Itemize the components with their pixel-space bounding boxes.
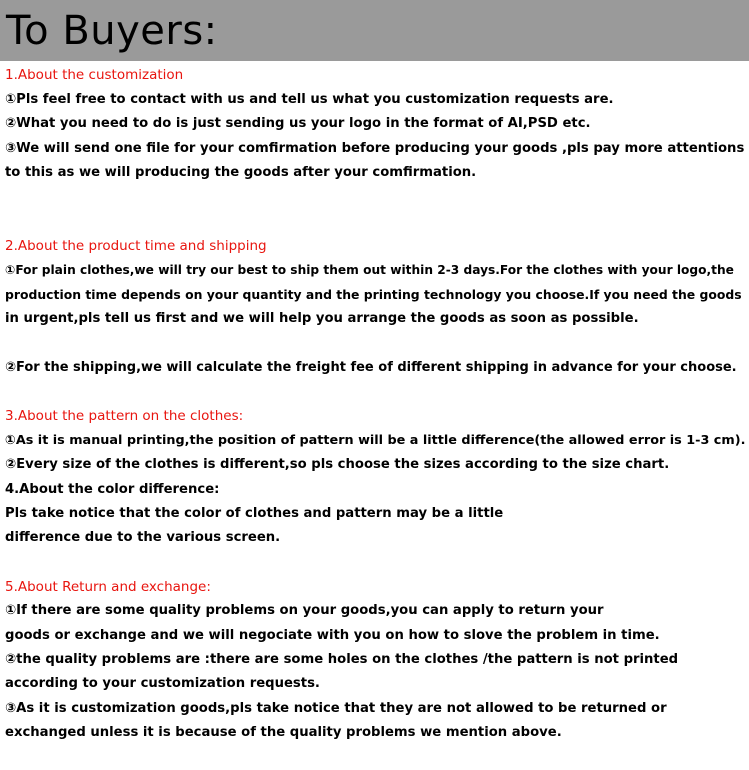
section-line: ①For plain clothes,we will try our best to ship them out within 2-3 days.For the clothes with your logo,the (5, 263, 734, 277)
section-line: exchanged unless it is because of the quality problems we mention above. (5, 725, 562, 740)
page-header (0, 0, 749, 61)
section-line: ②the quality problems are :there are some holes on the clothes /the pattern is not printed (5, 652, 679, 667)
section-heading-return: 5.About Return and exchange: (5, 579, 211, 595)
section-line: production time depends on your quantity and the printing technology you choose.If you need the goods (5, 287, 742, 302)
section-line: goods or exchange and we will negociate with you on how to slove the problem in time. (5, 628, 660, 643)
section-heading-shipping: 2.About the product time and shipping (5, 238, 267, 254)
section-line: ①Pls feel free to contact with us and tell us what you customization requests are. (5, 92, 614, 107)
section-line: according to your customization requests. (5, 676, 320, 691)
section-line: ②Every size of the clothes is different,so pls choose the sizes according to the size chart. (5, 457, 670, 472)
section-heading-pattern: 3.About the pattern on the clothes: (5, 408, 244, 424)
section-heading-customization: 1.About the customization (5, 67, 184, 83)
section-line: Pls take notice that the color of clothes and pattern may be a little (5, 506, 504, 521)
section-line: to this as we will producing the goods after your comfirmation. (5, 165, 477, 180)
section-line: ①If there are some quality problems on your goods,you can apply to return your (5, 603, 604, 618)
section-line: ②What you need to do is just sending us your logo in the format of AI,PSD etc. (5, 116, 591, 131)
section-line: ③As it is customization goods,pls take notice that they are not allowed to be returned or (5, 701, 667, 716)
section-line: ①As it is manual printing,the position of pattern will be a little difference(the allowed error is 1-3 cm). (5, 433, 745, 448)
section-line: ③We will send one file for your comfirmation before producing your goods ,pls pay more attentions (5, 141, 745, 156)
section-line: difference due to the various screen. (5, 530, 281, 545)
section-line: ②For the shipping,we will calculate the freight fee of different shipping in advance for your choose. (5, 360, 737, 375)
section-line: 4.About the color difference: (5, 482, 220, 497)
page-title: To Buyers: (6, 8, 218, 54)
section-line: in urgent,pls tell us first and we will help you arrange the goods as soon as possible. (5, 311, 639, 326)
